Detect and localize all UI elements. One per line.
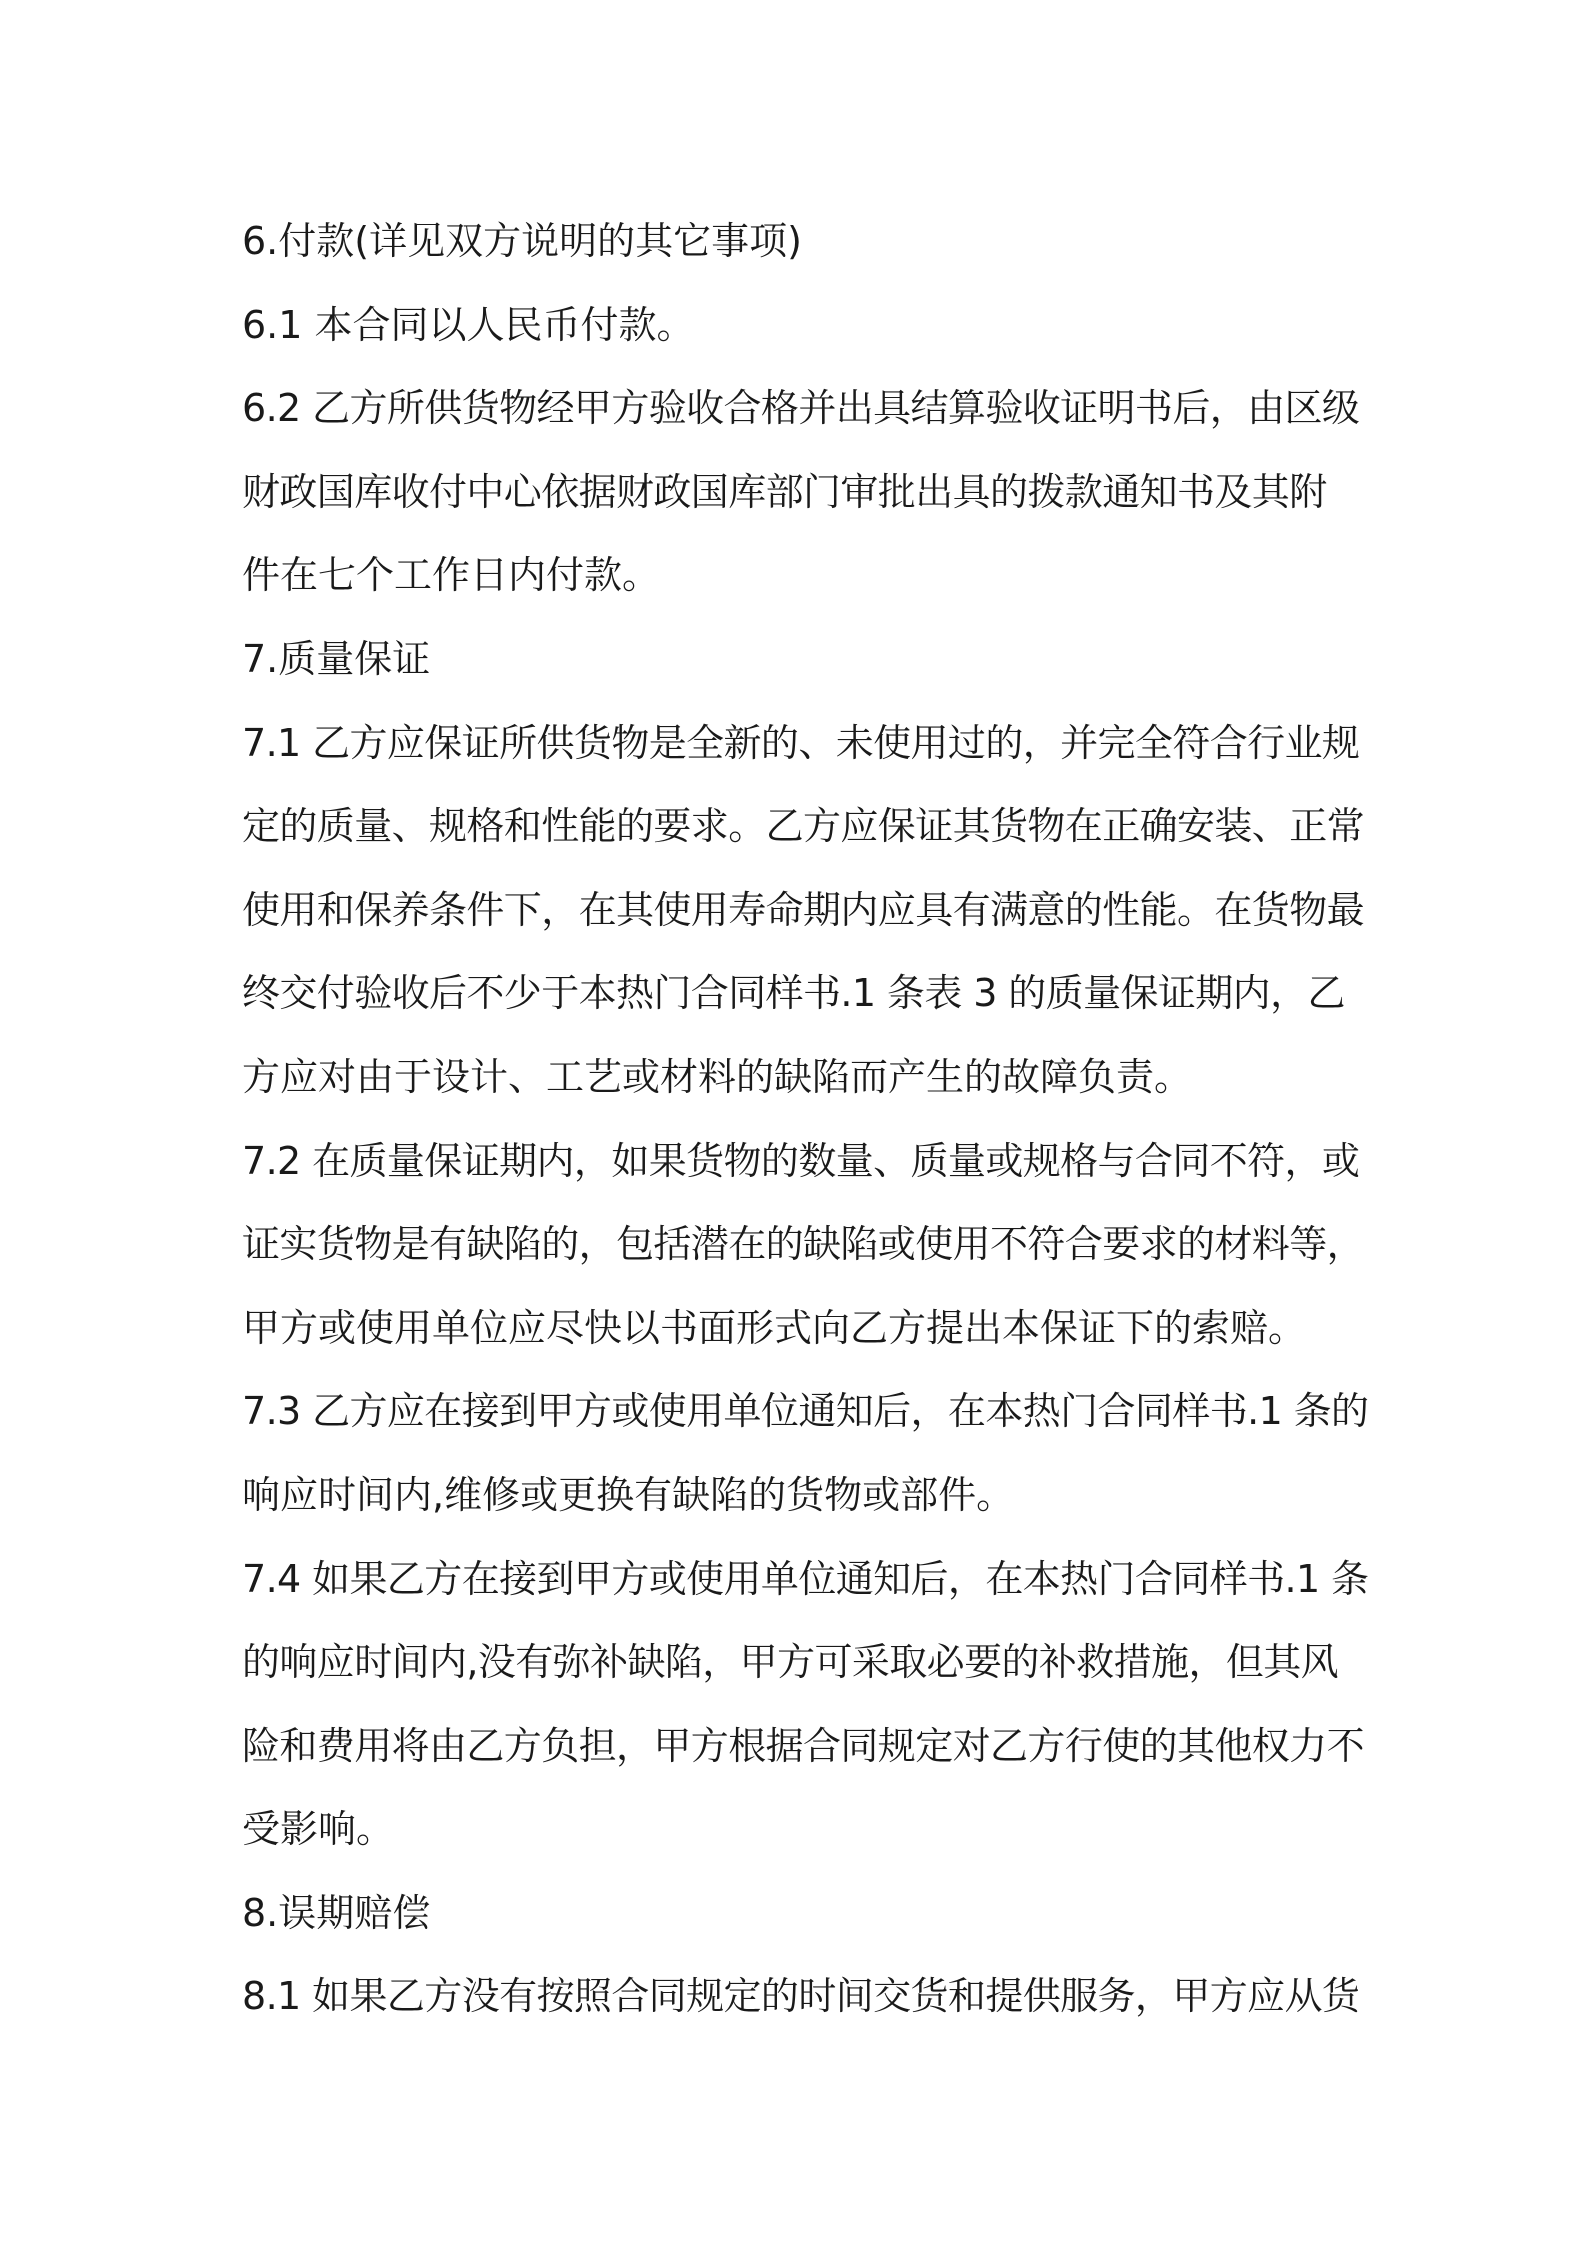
clause-7-1-line-4: 终交付验收后不少于本热门合同样书.1 条表 3 的质量保证期内，乙 bbox=[242, 971, 1345, 1016]
heading-quality-guarantee: 7.质量保证 bbox=[242, 636, 431, 681]
clause-7-4-line-4: 受影响。 bbox=[242, 1807, 395, 1852]
clause-7-2-line-3: 甲方或使用单位应尽快以书面形式向乙方提出本保证下的索赔。 bbox=[242, 1305, 1307, 1350]
clause-6-1: 6.1 本合同以人民币付款。 bbox=[242, 302, 695, 347]
clause-6-2-line-2: 财政国库收付中心依据财政国库部门审批出具的拨款通知书及其附 bbox=[242, 469, 1327, 514]
clause-7-1-line-2: 定的质量、规格和性能的要求。乙方应保证其货物在正确安装、正常 bbox=[242, 804, 1365, 849]
heading-payment: 6.付款(详见双方说明的其它事项) bbox=[242, 219, 802, 263]
clause-7-3-line-1: 7.3 乙方应在接到甲方或使用单位通知后，在本热门合同样书.1 条的 bbox=[242, 1389, 1369, 1434]
clause-7-4-line-3: 险和费用将由乙方负担，甲方根据合同规定对乙方行使的其他权力不 bbox=[242, 1723, 1365, 1768]
clause-7-4-line-1: 7.4 如果乙方在接到甲方或使用单位通知后，在本热门合同样书.1 条 bbox=[242, 1556, 1369, 1601]
clause-6-2-line-3: 件在七个工作日内付款。 bbox=[242, 553, 661, 598]
heading-delay-compensation: 8.误期赔偿 bbox=[242, 1890, 431, 1935]
document-body bbox=[242, 200, 1369, 2039]
clause-7-2-line-1: 7.2 在质量保证期内，如果货物的数量、质量或规格与合同不符，或 bbox=[242, 1138, 1360, 1183]
clause-8-1-line-1: 8.1 如果乙方没有按照合同规定的时间交货和提供服务，甲方应从货 bbox=[242, 1974, 1360, 2019]
clause-7-4-line-2: 的响应时间内,没有弥补缺陷，甲方可采取必要的补救措施，但其风 bbox=[242, 1640, 1339, 1685]
clause-7-1-line-5: 方应对由于设计、工艺或材料的缺陷而产生的故障负责。 bbox=[242, 1054, 1193, 1099]
clause-6-2-line-1: 6.2 乙方所供货物经甲方验收合格并出具结算验收证明书后，由区级 bbox=[242, 386, 1360, 431]
clause-7-1-line-3: 使用和保养条件下，在其使用寿命期内应具有满意的性能。在货物最 bbox=[242, 887, 1365, 932]
clause-7-2-line-2: 证实货物是有缺陷的，包括潜在的缺陷或使用不符合要求的材料等， bbox=[242, 1222, 1365, 1267]
clause-7-3-line-2: 响应时间内,维修或更换有缺陷的货物或部件。 bbox=[242, 1472, 1015, 1517]
clause-7-1-line-1: 7.1 乙方应保证所供货物是全新的、未使用过的，并完全符合行业规 bbox=[242, 720, 1360, 765]
